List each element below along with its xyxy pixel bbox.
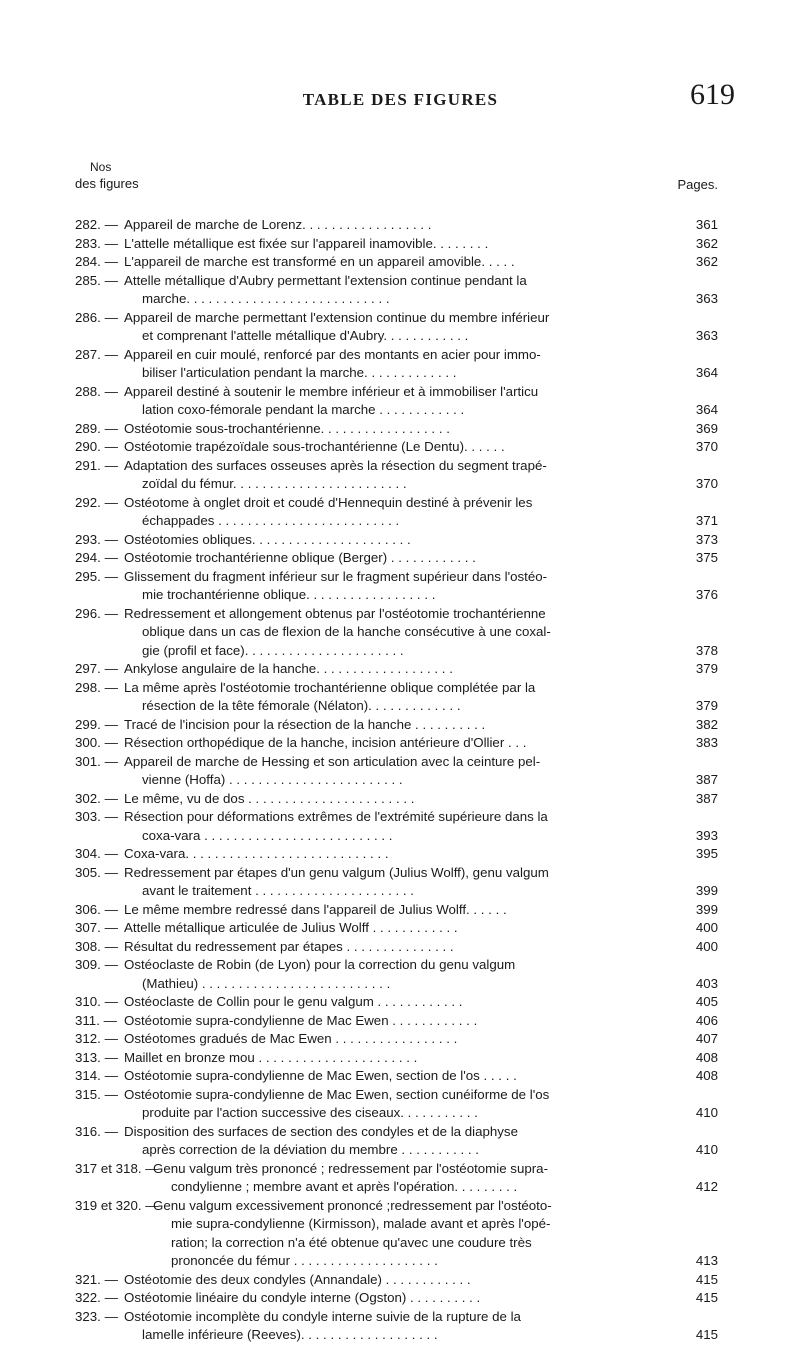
figure-caption-line: Ostéotomie trapézoïdale sous-trochantérienne (Le Dentu). . . . . . [124,439,505,454]
figure-caption-line: Appareil de marche permettant l'extension continue du membre inférieur [124,309,550,325]
figure-number: 303. — [75,809,118,824]
figure-number: 285. — [75,272,118,288]
figure-number: 299. — [75,716,118,732]
figure-number: 298. — [75,679,118,695]
list-item [0,753,801,790]
list-item [0,1123,801,1160]
figure-caption-line: (Mathieu) . . . . . . . . . . . . . . . . . . . . . . . . . . [142,975,391,991]
figure-caption-line: Coxa-vara. . . . . . . . . . . . . . . . . . . . . . . . . . . . [124,846,389,861]
figure-page-number: 363 [695,291,718,306]
figure-number: 322. — [75,1290,118,1305]
figure-page-number: 415 [695,1290,718,1305]
figure-caption-line: Ostéotomie des deux condyles (Annandale) . . . . . . . . . . . . [124,1271,471,1287]
figure-page-number: 407 [695,1031,718,1046]
figure-number: 292. — [75,494,118,510]
figure-caption-line: coxa-vara . . . . . . . . . . . . . . . . . . . . . . . . . . [142,827,393,843]
figure-caption-line: Résection pour déformations extrêmes de l'extrémité supérieure dans la [124,809,548,824]
figure-page-number: 408 [695,1049,718,1065]
figure-number: 284. — [75,254,118,269]
figure-caption-line: Appareil en cuir moulé, renforcé par des montants en acier pour immo- [124,346,541,362]
figure-page-number: 415 [695,1327,718,1342]
figure-page-number: 379 [695,661,718,676]
list-item [0,901,801,920]
page-number: 619 [690,78,735,111]
figure-page-number: 393 [695,827,718,843]
list-item [0,919,801,938]
list-item [0,309,801,346]
figure-page-number: 364 [695,402,718,417]
figure-number: 289. — [75,420,118,436]
figure-page-number: 413 [695,1253,718,1268]
list-item [0,864,801,901]
figure-caption-line: ration; la correction n'a été obtenue qu'avec une coudure très [171,1234,532,1250]
figure-number: 323. — [75,1308,118,1324]
figure-number: 311. — [75,1012,117,1028]
figure-number: 309. — [75,957,118,972]
figure-number: 302. — [75,790,118,806]
figure-page-number: 395 [695,846,718,861]
list-item [0,1067,801,1086]
figure-caption-line: Ostéotomie trochantérienne oblique (Berger) . . . . . . . . . . . . [124,550,476,565]
figure-caption-line: vienne (Hoffa) . . . . . . . . . . . . . . . . . . . . . . . . [142,772,403,787]
figure-page-number: 361 [695,217,718,232]
list-item [0,1308,801,1345]
figure-number: 304. — [75,846,118,861]
list-item [0,845,801,864]
figure-caption-line: oblique dans un cas de flexion de la hanche consécutive à une coxal- [142,624,551,639]
figure-number: 315. — [75,1086,118,1102]
figure-caption-line: Résultat du redressement par étapes . . . . . . . . . . . . . . . [124,938,454,954]
page-header [0,78,801,128]
list-item [0,808,801,845]
figure-caption-line: Maillet en bronze mou . . . . . . . . . . . . . . . . . . . . . . [124,1049,418,1065]
figure-page-number: 363 [695,328,718,343]
figure-number: 293. — [75,531,118,547]
figure-page-number: 378 [695,642,718,658]
figure-page-number: 415 [695,1271,718,1287]
figure-page-number: 399 [695,901,718,917]
figure-caption-line: lation coxo-fémorale pendant la marche . . . . . . . . . . . . [142,402,465,417]
figure-caption-line: prononcée du fémur . . . . . . . . . . . . . . . . . . . . [171,1253,438,1268]
figure-caption-line: Appareil destiné à soutenir le membre inférieur et à immobiliser l'articu [124,383,539,399]
list-item [0,253,801,272]
figure-number: 316. — [75,1123,118,1139]
figure-page-number: 371 [695,513,718,528]
figure-number: 286. — [75,309,118,325]
list-item [0,660,801,679]
figure-caption-line: Ostéotomie supra-condylienne de Mac Ewen, section cunéiforme de l'os [124,1086,550,1102]
figure-caption-line: Le même membre redressé dans l'appareil de Julius Wolff. . . . . . [124,901,507,917]
column-header-nos: Nos [90,160,112,174]
list-item [0,457,801,494]
figure-caption-line: Ostéoclaste de Robin (de Lyon) pour la correction du genu valgum [124,957,516,972]
list-item [0,790,801,809]
figure-number: 310. — [75,994,118,1009]
list-item [0,1289,801,1308]
figure-caption-line: Ostéotome à onglet droit et coudé d'Hennequin destiné à prévenir les [124,494,533,510]
figure-number: 283. — [75,235,118,251]
figure-number: 317 et 318. — [75,1160,159,1176]
figure-caption-line: Le même, vu de dos . . . . . . . . . . . . . . . . . . . . . . . [124,790,415,806]
figure-caption-line: Glissement du fragment inférieur sur le fragment supérieur dans l'ostéo- [124,568,548,584]
list-item [0,272,801,309]
figure-page-number: 362 [695,254,718,269]
list-item [0,993,801,1012]
figure-caption-line: lamelle inférieure (Reeves). . . . . . . . . . . . . . . . . . . [142,1327,438,1342]
figure-caption-line: Redressement par étapes d'un genu valgum (Julius Wolff), genu valgum [124,864,549,880]
figure-caption-line: Adaptation des surfaces osseuses après la résection du segment trapé- [124,457,547,473]
figure-caption-line: Ostéotomie linéaire du condyle interne (Ogston) . . . . . . . . . . [124,1290,481,1305]
list-item [0,531,801,550]
figure-page-number: 373 [695,531,718,547]
figure-page-number: 375 [695,550,718,565]
figure-caption-line: Attelle métallique articulée de Julius Wolff . . . . . . . . . . . . [124,920,458,935]
column-header-figures: des figures [75,176,139,191]
list-item [0,346,801,383]
figure-page-number: 405 [695,994,718,1009]
list-item [0,1030,801,1049]
figure-page-number: 412 [695,1179,718,1194]
figure-caption-line: échappades . . . . . . . . . . . . . . . . . . . . . . . . . [142,513,400,528]
figure-caption-line: Attelle métallique d'Aubry permettant l'extension continue pendant la [124,272,527,288]
figure-number: 319 et 320. — [75,1197,159,1213]
figure-caption-line: Résection orthopédique de la hanche, incision antérieure d'Ollier . . . [124,735,527,750]
list-item [0,383,801,420]
list-item [0,1012,801,1031]
figure-number: 321. — [75,1271,118,1287]
figure-caption-line: Ankylose angulaire de la hanche. . . . . . . . . . . . . . . . . . . [124,661,453,676]
figure-caption-line: Ostéotomes gradués de Mac Ewen . . . . . . . . . . . . . . . . . [124,1031,458,1046]
figure-caption-line: L'appareil de marche est transformé en un appareil amovible. . . . . [124,254,515,269]
list-item [0,568,801,605]
figure-caption-line: condylienne ; membre avant et après l'opération. . . . . . . . . [171,1179,518,1194]
list-item [0,1160,801,1197]
figure-number: 314. — [75,1068,118,1083]
list-item [0,494,801,531]
figure-caption-line: Ostéoclaste de Collin pour le genu valgum . . . . . . . . . . . . [124,994,463,1009]
figure-number: 282. — [75,217,118,232]
figure-number: 297. — [75,661,118,676]
list-item [0,956,801,993]
figure-page-number: 387 [695,790,718,806]
figure-number: 305. — [75,864,118,880]
figure-caption-line: Ostéotomie supra-condylienne de Mac Ewen, section de l'os . . . . . [124,1068,517,1083]
figure-number: 306. — [75,901,118,917]
list-item [0,235,801,254]
figure-number: 290. — [75,439,118,454]
list-item [0,734,801,753]
figure-page-number: 369 [695,420,718,436]
figure-caption-line: Ostéotomie supra-condylienne de Mac Ewen . . . . . . . . . . . . [124,1012,478,1028]
figure-caption-line: et comprenant l'attelle métallique d'Aubry. . . . . . . . . . . . [142,328,469,343]
figure-caption-line: Ostéotomie incomplète du condyle interne suivie de la rupture de la [124,1308,521,1324]
figure-page-number: 410 [695,1105,718,1120]
figure-caption-line: Genu valgum excessivement prononcé ;redressement par l'ostéoto- [153,1197,552,1213]
figure-caption-line: Appareil de marche de Lorenz. . . . . . . . . . . . . . . . . . [124,217,432,232]
list-item [0,605,801,661]
figure-caption-line: zoïdal du fémur. . . . . . . . . . . . . . . . . . . . . . . . [142,476,407,491]
figure-number: 287. — [75,346,118,362]
figure-number: 308. — [75,938,118,954]
figure-caption-line: marche. . . . . . . . . . . . . . . . . . . . . . . . . . . . [142,291,390,306]
figure-caption-line: Redressement et allongement obtenus par l'ostéotomie trochantérienne [124,605,546,621]
list-item [0,420,801,439]
figure-page-number: 383 [695,735,718,750]
figure-number: 294. — [75,550,118,565]
figure-number: 300. — [75,735,118,750]
figure-caption-line: mie trochantérienne oblique. . . . . . . . . . . . . . . . . . [142,587,436,602]
figure-caption-line: résection de la tête fémorale (Nélaton). . . . . . . . . . . . . [142,698,461,713]
list-item [0,1271,801,1290]
figure-page-number: 410 [695,1142,718,1157]
figure-number: 295. — [75,568,118,584]
list-item [0,216,801,235]
list-item [0,1197,801,1271]
figure-number: 296. — [75,605,118,621]
figure-page-number: 406 [695,1012,718,1028]
figure-caption-line: L'attelle métallique est fixée sur l'appareil inamovible. . . . . . . . [124,235,489,251]
figure-caption-line: produite par l'action successive des ciseaux. . . . . . . . . . . [142,1105,478,1120]
figure-caption-line: La même après l'ostéotomie trochantérienne oblique complétée par la [124,679,536,695]
figure-caption-line: Tracé de l'incision pour la résection de la hanche . . . . . . . . . . [124,716,486,732]
column-headers [0,160,801,200]
figure-caption-line: après correction de la déviation du membre . . . . . . . . . . . [142,1142,480,1157]
figure-number: 288. — [75,383,118,399]
figure-page-number: 379 [695,698,718,713]
figure-number: 313. — [75,1049,118,1065]
figure-page-number: 387 [695,772,718,787]
list-item [0,1049,801,1068]
figure-page-number: 370 [695,439,718,454]
page-title: TABLE DES FIGURES [302,90,499,109]
figure-caption-line: Appareil de marche de Hessing et son articulation avec la ceinture pel- [124,753,541,769]
figure-caption-line: Ostéotomie sous-trochantérienne. . . . . . . . . . . . . . . . . . [124,420,450,436]
figure-caption-line: Ostéotomies obliques. . . . . . . . . . . . . . . . . . . . . . [124,531,411,547]
figure-caption-line: gie (profil et face). . . . . . . . . . . . . . . . . . . . . . [142,642,404,658]
figure-caption-line: biliser l'articulation pendant la marche. . . . . . . . . . . . . [142,365,457,380]
figure-page-number: 400 [695,938,718,954]
figure-caption-line: Disposition des surfaces de section des condyles et de la diaphyse [124,1123,518,1139]
figure-list [0,216,801,1345]
list-item [0,438,801,457]
figure-page-number: 362 [695,235,718,251]
figure-page-number: 376 [695,587,718,602]
list-item [0,938,801,957]
figure-page-number: 399 [695,883,718,898]
figure-number: 301. — [75,753,118,769]
figure-number: 312. — [75,1031,118,1046]
figure-page-number: 364 [695,365,718,380]
figure-caption-line: Genu valgum très prononcé ; redressement par l'ostéotomie supra- [153,1160,548,1176]
list-item [0,1086,801,1123]
figure-page-number: 400 [695,920,718,935]
figure-page-number: 408 [695,1068,718,1083]
list-item [0,549,801,568]
figure-number: 291. — [75,457,118,473]
list-item [0,679,801,716]
column-header-pages: Pages. [677,177,718,192]
figure-page-number: 403 [695,975,718,991]
figure-page-number: 370 [695,476,718,491]
figure-number: 307. — [75,920,118,935]
figure-page-number: 382 [695,716,718,732]
figure-caption-line: avant le traitement . . . . . . . . . . . . . . . . . . . . . . [142,883,414,898]
list-item [0,716,801,735]
figure-caption-line: mie supra-condylienne (Kirmisson), malade avant et après l'opé- [171,1216,551,1231]
